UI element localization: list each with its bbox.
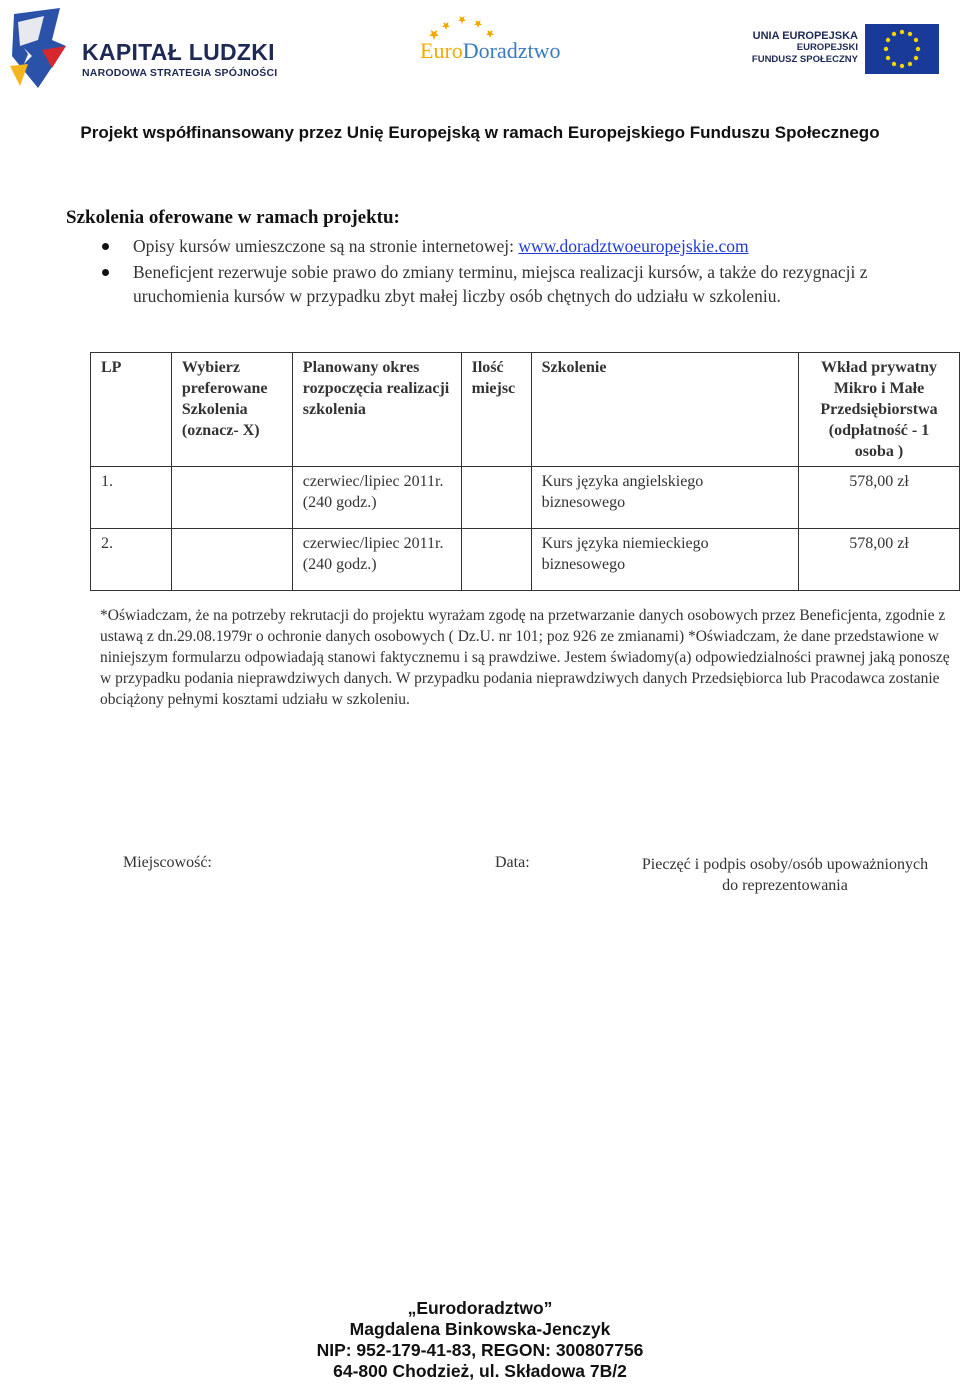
- eu-line1: UNIA EUROPEJSKA: [752, 30, 858, 42]
- list-item: [98, 234, 948, 258]
- cell-select[interactable]: [171, 467, 292, 529]
- footer-address: 64-800 Chodzież, ul. Składowa 7B/2: [333, 1361, 627, 1381]
- eurodoradztwo-wordmark: [420, 38, 561, 64]
- eu-flag-icon: [865, 24, 939, 74]
- cofinancing-statement: Projekt współfinansowany przez Unię Europejską w ramach Europejskiego Funduszu Społecznego: [80, 123, 880, 142]
- bullet1-text: Opisy kursów umieszczone są na stronie internetowej:: [133, 236, 519, 256]
- cell-select[interactable]: [171, 529, 292, 591]
- website-link[interactable]: www.doradztwoeuropejskie.com: [518, 236, 749, 256]
- header-select: Wybierz preferowane Szkolenia (oznacz- X): [171, 353, 292, 467]
- declaration-text: *Oświadczam, że na potrzeby rekrutacji do projektu wyrażam zgodę na przetwarzanie danych osobowych przez Beneficjenta, zgodnie z ustawą z dn.29.08.1979r o ochronie danych osobowych ( Dz.U. nr 101; poz 926 ze zmianami) *Oświadczam, że dane przedstawione w niniejszym formularzu odpowiadają stanowi faktycznemu i są prawdziwe. Jestem świadomy(a) odpowiedzialności prawnej jaką ponoszę w przypadku podania nieprawdziwych danych. W przypadku podania nieprawdziwych danych Przedsiębiorca lub Pracodawca zostanie obciążony pełnymi kosztami udziału w szkoleniu.: [100, 607, 950, 708]
- header-lp: LP: [91, 353, 172, 467]
- bullet-icon: [102, 243, 109, 250]
- date-label: Data:: [495, 854, 530, 871]
- info-list: [98, 234, 948, 308]
- bullet2-text: Beneficjent rezerwuje sobie prawo do zmiany terminu, miejsca realizacji kursów, a także do rezygnacji z uruchomienia kursów w przypadku zbyt małej liczby osób chętnych do udziału w szkoleniu.: [133, 262, 868, 306]
- header-course: Szkolenie: [531, 353, 798, 467]
- star-flag-icon: [8, 6, 72, 90]
- eu-line3: FUNDUSZ SPOŁECZNY: [751, 54, 858, 65]
- header-seats: Ilość miejsc: [461, 353, 531, 467]
- header-logos: [0, 0, 960, 100]
- footer-owner: Magdalena Binkowska-Jenczyk: [349, 1319, 611, 1339]
- cell-course: Kurs języka niemieckiego biznesowego: [531, 529, 798, 591]
- section-title: Szkolenia oferowane w ramach projektu:: [66, 207, 400, 228]
- table-header-row: [91, 353, 960, 467]
- cell-period: czerwiec/lipiec 2011r. (240 godz.): [292, 467, 461, 529]
- kapital-ludzki-title: KAPITAŁ LUDZKI: [82, 39, 275, 65]
- eurodoradztwo-part2: Doradztwo: [462, 38, 561, 63]
- footer-company: „Eurodoradztwo”: [407, 1298, 553, 1318]
- cell-contribution: 578,00 zł: [799, 529, 960, 591]
- cell-period: czerwiec/lipiec 2011r. (240 godz.): [292, 529, 461, 591]
- list-item: [98, 260, 948, 308]
- eurodoradztwo-logo: [410, 14, 580, 84]
- seal-label: Pieczęć i podpis osoby/osób upoważnionych do reprezentowania: [641, 856, 929, 894]
- eurodoradztwo-part1: Euro: [420, 38, 463, 63]
- cell-seats[interactable]: [461, 467, 531, 529]
- header-period: Planowany okres rozpoczęcia realizacji szkolenia: [292, 353, 461, 467]
- table-row: [91, 467, 960, 529]
- cell-lp: 2.: [91, 529, 172, 591]
- footer: [0, 1298, 960, 1382]
- cell-lp: 1.: [91, 467, 172, 529]
- footer-ids: NIP: 952-179-41-83, REGON: 300807756: [316, 1340, 644, 1360]
- kapital-ludzki-logo: [8, 6, 278, 96]
- place-label: Miejscowość:: [123, 854, 212, 871]
- eu-logo-text: [752, 30, 858, 66]
- cell-contribution: 578,00 zł: [799, 467, 960, 529]
- cell-seats[interactable]: [461, 529, 531, 591]
- eu-logo: [740, 18, 945, 80]
- header-contribution: Wkład prywatny Mikro i Małe Przedsiębiorstwa (odpłatność - 1 osoba ): [799, 353, 960, 467]
- eu-line2: EUROPEJSKI: [796, 42, 858, 53]
- table-row: [91, 529, 960, 591]
- kapital-ludzki-subtitle: NARODOWA STRATEGIA SPÓJNOŚCI: [82, 67, 278, 79]
- courses-table: [90, 352, 960, 591]
- cell-course: Kurs języka angielskiego biznesowego: [531, 467, 798, 529]
- bullet-icon: [102, 269, 109, 276]
